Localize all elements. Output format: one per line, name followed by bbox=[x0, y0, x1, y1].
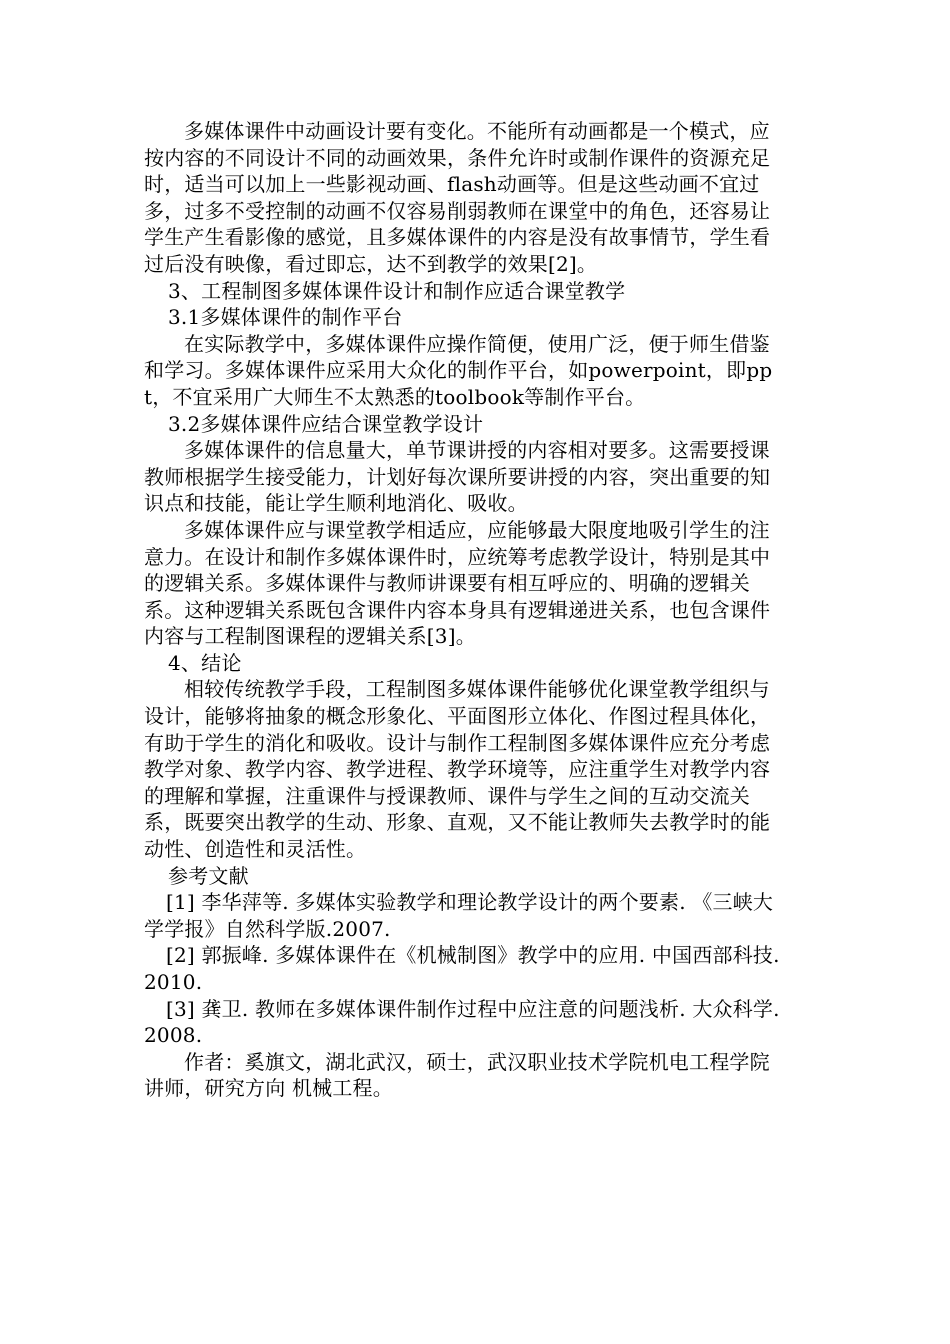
section-heading-3: 3、工程制图多媒体课件设计和制作应适合课堂教学 bbox=[168, 278, 626, 303]
reference-2: [2] 郭振峰. 多媒体课件在《机械制图》教学中的应用. 中国西部科技. 2010. bbox=[144, 943, 780, 994]
paragraph-animation-design: 多媒体课件中动画设计要有变化。不能所有动画都是一个模式，应按内容的不同设计不同的动画效果，条件允许时或制作课件的资源充足时，适当可以加上一些影视动画、flash动画等。但是这些动画不宜过多，过多不受控制的动画不仅容易削弱教师在课堂中的角色，还容易让学生产生看影像的感觉，且多媒体课件的内容是没有故事情节，学生看过后没有映像，看过即忘，达不到教学的效果[2]。 bbox=[144, 119, 771, 276]
subsection-heading-3-2: 3.2多媒体课件应结合课堂教学设计 bbox=[168, 411, 484, 436]
paragraph-logic-relation: 多媒体课件应与课堂教学相适应，应能够最大限度地吸引学生的注意力。在设计和制作多媒体课件时，应统筹考虑教学设计，特别是其中的逻辑关系。多媒体课件与教师讲课要有相互呼应的、明确的逻辑关系。这种逻辑关系既包含课件内容本身具有逻辑递进关系，也包含课件内容与工程制图课程的逻辑关系[3]。 bbox=[144, 517, 771, 649]
reference-3: [3] 龚卫. 教师在多媒体课件制作过程中应注意的问题浅析. 大众科学. 2008. bbox=[144, 996, 780, 1048]
paragraph-platform: 在实际教学中，多媒体课件应操作简便，使用广泛，便于师生借鉴和学习。多媒体课件应采用大众化的制作平台，如powerpoint，即ppt，不宜采用广大师生不太熟悉的toolbook等制作平台。 bbox=[144, 331, 773, 409]
references-title: 参考文献 bbox=[168, 863, 249, 888]
author-info: 作者：奚旗文，湖北武汉，硕士，武汉职业技术学院机电工程学院讲师，研究方向 机械工程。 bbox=[144, 1049, 770, 1101]
paragraph-conclusion: 相较传统教学手段，工程制图多媒体课件能够优化课堂教学组织与设计，能够将抽象的概念形象化、平面图形立体化、作图过程具体化，有助于学生的消化和吸收。设计与制作工程制图多媒体课件应充分考虑教学对象、教学内容、教学进程、教学环境等，应注重学生对教学内容的理解和掌握，注重课件与授课教师、课件与学生之间的互动交流关系，既要突出教学的生动、形象、直观，又不能让教师失去教学时的能动性、创造性和灵活性。 bbox=[144, 677, 771, 862]
paragraph-information-volume: 多媒体课件的信息量大，单节课讲授的内容相对要多。这需要授课教师根据学生接受能力，计划好每次课所要讲授的内容，突出重要的知识点和技能，能让学生顺利地消化、吸收。 bbox=[144, 438, 771, 516]
section-heading-4: 4、结论 bbox=[168, 650, 242, 675]
reference-1: [1] 李华萍等. 多媒体实验教学和理论教学设计的两个要素. 《三峡大学学报》自然科学版.2007. bbox=[144, 890, 774, 941]
subsection-heading-3-1: 3.1多媒体课件的制作平台 bbox=[168, 305, 403, 330]
document-body bbox=[144, 118, 784, 1102]
